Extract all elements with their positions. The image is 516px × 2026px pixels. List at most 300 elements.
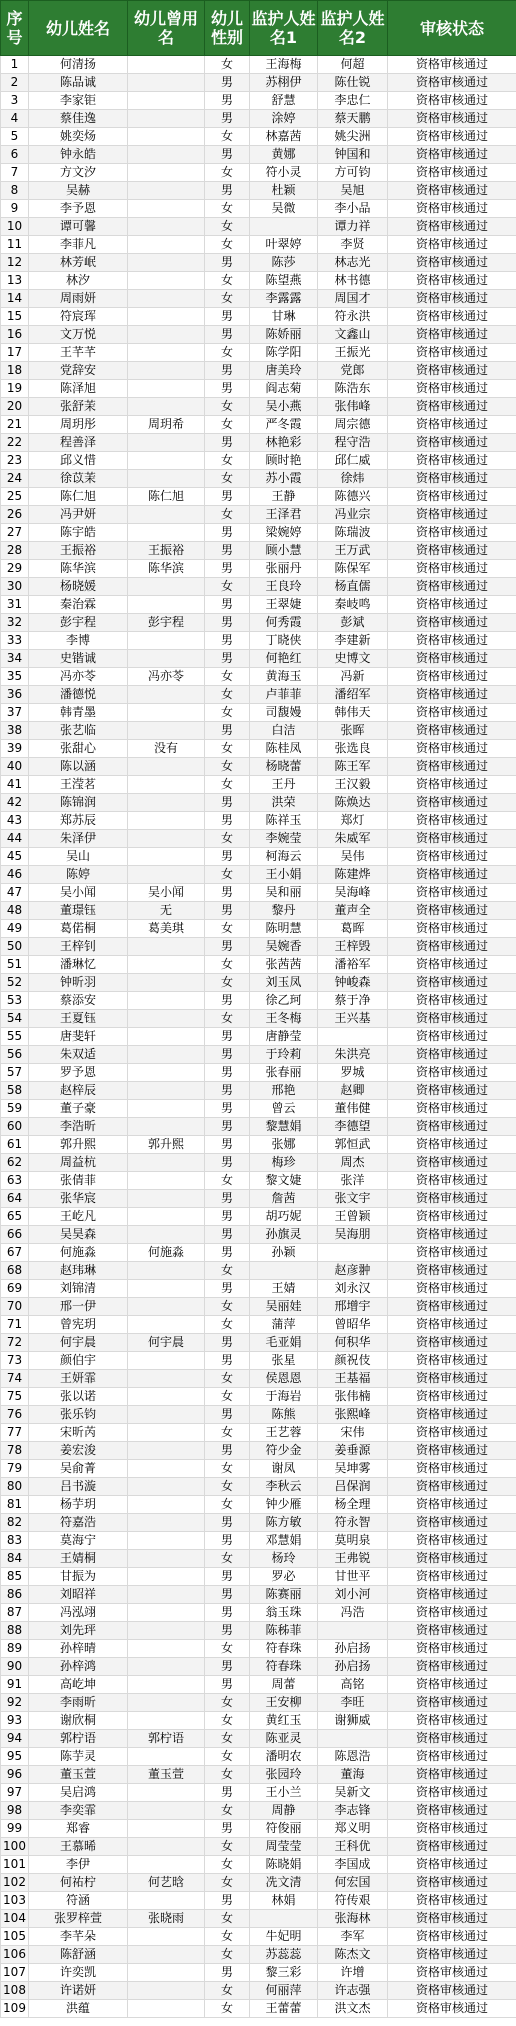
- guardian-1-cell: 符春珠: [250, 1658, 318, 1676]
- former-name-cell: [128, 1280, 205, 1298]
- former-name-cell: [128, 1568, 205, 1586]
- status-cell: 资格审核通过: [388, 272, 516, 290]
- child-name-cell: 张以诺: [29, 1388, 128, 1406]
- guardian-1-cell: 陈方敏: [250, 1514, 318, 1532]
- child-name-cell: 罗予恩: [29, 1064, 128, 1082]
- guardian-2-cell: 吴新文: [318, 1784, 388, 1802]
- gender-cell: 男: [205, 362, 250, 380]
- guardian-2-cell: 曾昭华: [318, 1316, 388, 1334]
- status-cell: 资格审核通过: [388, 1928, 516, 1946]
- table-row: [1, 722, 516, 740]
- former-name-cell: [128, 1100, 205, 1118]
- guardian-1-cell: 陈赛丽: [250, 1586, 318, 1604]
- guardian-1-cell: 吴和丽: [250, 884, 318, 902]
- table-row: [1, 1586, 516, 1604]
- guardian-1-cell: 陈明慧: [250, 920, 318, 938]
- guardian-1-cell: 张星: [250, 1352, 318, 1370]
- child-name-cell: 杨晓媛: [29, 578, 128, 596]
- gender-cell: 女: [205, 1424, 250, 1442]
- guardian-2-cell: 赵彦翀: [318, 1262, 388, 1280]
- table-row: [1, 92, 516, 110]
- child-name-cell: 符涵: [29, 1892, 128, 1910]
- guardian-2-cell: 方可钧: [318, 164, 388, 182]
- gender-cell: 女: [205, 1874, 250, 1892]
- guardian-1-cell: 孙旗灵: [250, 1226, 318, 1244]
- seq-cell: 97: [1, 1784, 29, 1802]
- guardian-1-cell: 杨玲: [250, 1550, 318, 1568]
- status-cell: 资格审核通过: [388, 1964, 516, 1982]
- child-name-cell: 王婧桐: [29, 1550, 128, 1568]
- guardian-2-cell: 王振光: [318, 344, 388, 362]
- guardian-2-cell: 王兴基: [318, 1010, 388, 1028]
- status-cell: 资格审核通过: [388, 236, 516, 254]
- table-row: [1, 1298, 516, 1316]
- table-row: [1, 1334, 516, 1352]
- gender-cell: 男: [205, 1568, 250, 1586]
- status-cell: 资格审核通过: [388, 1280, 516, 1298]
- former-name-cell: [128, 182, 205, 200]
- guardian-2-cell: 秦岐鸣: [318, 596, 388, 614]
- status-cell: 资格审核通过: [388, 524, 516, 542]
- child-name-cell: 钟昕羽: [29, 974, 128, 992]
- gender-cell: 男: [205, 1118, 250, 1136]
- guardian-1-cell: 王良玲: [250, 578, 318, 596]
- guardian-2-cell: 党郎: [318, 362, 388, 380]
- former-name-cell: [128, 1118, 205, 1136]
- guardian-2-cell: 张文宇: [318, 1190, 388, 1208]
- gender-cell: 男: [205, 1604, 250, 1622]
- guardian-1-cell: 丁晓侠: [250, 632, 318, 650]
- child-name-cell: 姚奕炀: [29, 128, 128, 146]
- former-name-cell: [128, 1514, 205, 1532]
- child-name-cell: 董子豪: [29, 1100, 128, 1118]
- table-row: [1, 542, 516, 560]
- status-cell: 资格审核通过: [388, 1406, 516, 1424]
- guardian-2-cell: 谢狮威: [318, 1712, 388, 1730]
- table-row: [1, 866, 516, 884]
- former-name-cell: [128, 1802, 205, 1820]
- child-name-cell: 韩青墨: [29, 704, 128, 722]
- table-row: [1, 650, 516, 668]
- guardian-1-cell: 王小娟: [250, 866, 318, 884]
- guardian-2-cell: 冯新: [318, 668, 388, 686]
- header-former-name: 幼儿曾用名: [128, 1, 205, 56]
- child-name-cell: 符嘉浩: [29, 1514, 128, 1532]
- status-cell: 资格审核通过: [388, 506, 516, 524]
- header-status: 审核状态: [388, 1, 516, 56]
- guardian-1-cell: 胡巧妮: [250, 1208, 318, 1226]
- guardian-1-cell: 苏蕊蕊: [250, 1946, 318, 1964]
- guardian-2-cell: 吴伟: [318, 848, 388, 866]
- seq-cell: 83: [1, 1532, 29, 1550]
- guardian-1-cell: [250, 1910, 318, 1928]
- gender-cell: 女: [205, 1316, 250, 1334]
- guardian-2-cell: 冯业宗: [318, 506, 388, 524]
- guardian-2-cell: 朱威军: [318, 830, 388, 848]
- guardian-1-cell: 符少金: [250, 1442, 318, 1460]
- child-name-cell: 郭升熙: [29, 1136, 128, 1154]
- seq-cell: 68: [1, 1262, 29, 1280]
- status-cell: 资格审核通过: [388, 1658, 516, 1676]
- seq-cell: 15: [1, 308, 29, 326]
- seq-cell: 62: [1, 1154, 29, 1172]
- guardian-1-cell: 陈娇丽: [250, 326, 318, 344]
- child-name-cell: 李家钜: [29, 92, 128, 110]
- child-name-cell: 林汐: [29, 272, 128, 290]
- table-row: [1, 290, 516, 308]
- guardian-1-cell: 唐静莹: [250, 1028, 318, 1046]
- former-name-cell: [128, 1262, 205, 1280]
- status-cell: 资格审核通过: [388, 632, 516, 650]
- former-name-cell: 何艺晗: [128, 1874, 205, 1892]
- gender-cell: 男: [205, 992, 250, 1010]
- guardian-1-cell: 王艺蓉: [250, 1424, 318, 1442]
- table-row: [1, 848, 516, 866]
- guardian-1-cell: 罗必: [250, 1568, 318, 1586]
- status-cell: 资格审核通过: [388, 1622, 516, 1640]
- status-cell: 资格审核通过: [388, 1586, 516, 1604]
- former-name-cell: [128, 1856, 205, 1874]
- guardian-1-cell: 柯海云: [250, 848, 318, 866]
- child-name-cell: 方文汐: [29, 164, 128, 182]
- status-cell: 资格审核通过: [388, 1334, 516, 1352]
- guardian-1-cell: 吴婉香: [250, 938, 318, 956]
- table-row: [1, 452, 516, 470]
- table-row: [1, 1352, 516, 1370]
- child-name-cell: 赵玮琳: [29, 1262, 128, 1280]
- guardian-1-cell: 黎三彩: [250, 1964, 318, 1982]
- guardian-1-cell: 黄娜: [250, 146, 318, 164]
- table-row: [1, 740, 516, 758]
- guardian-2-cell: 李贤: [318, 236, 388, 254]
- former-name-cell: [128, 1172, 205, 1190]
- child-name-cell: 陈品诚: [29, 74, 128, 92]
- former-name-cell: [128, 1964, 205, 1982]
- seq-cell: 93: [1, 1712, 29, 1730]
- table-row: [1, 488, 516, 506]
- guardian-2-cell: 张洋: [318, 1172, 388, 1190]
- seq-cell: 33: [1, 632, 29, 650]
- table-row: [1, 884, 516, 902]
- seq-cell: 60: [1, 1118, 29, 1136]
- status-cell: 资格审核通过: [388, 308, 516, 326]
- guardian-1-cell: 梁婉婷: [250, 524, 318, 542]
- former-name-cell: [128, 272, 205, 290]
- former-name-cell: [128, 578, 205, 596]
- seq-cell: 38: [1, 722, 29, 740]
- guardian-1-cell: 何艳红: [250, 650, 318, 668]
- guardian-2-cell: 张伟楠: [318, 1388, 388, 1406]
- guardian-1-cell: 黄红玉: [250, 1712, 318, 1730]
- gender-cell: 男: [205, 542, 250, 560]
- table-row: [1, 110, 516, 128]
- guardian-1-cell: 符春珠: [250, 1640, 318, 1658]
- table-row: [1, 1226, 516, 1244]
- former-name-cell: [128, 722, 205, 740]
- table-row: [1, 1370, 516, 1388]
- seq-cell: 71: [1, 1316, 29, 1334]
- guardian-1-cell: 符俊丽: [250, 1820, 318, 1838]
- status-cell: 资格审核通过: [388, 956, 516, 974]
- table-row: [1, 1082, 516, 1100]
- guardian-2-cell: 陈建烨: [318, 866, 388, 884]
- guardian-1-cell: 张园玲: [250, 1766, 318, 1784]
- child-name-cell: 李予恩: [29, 200, 128, 218]
- seq-cell: 88: [1, 1622, 29, 1640]
- former-name-cell: [128, 1712, 205, 1730]
- seq-cell: 43: [1, 812, 29, 830]
- former-name-cell: [128, 326, 205, 344]
- former-name-cell: [128, 1658, 205, 1676]
- seq-cell: 81: [1, 1496, 29, 1514]
- guardian-1-cell: 李婉莹: [250, 830, 318, 848]
- status-cell: 资格审核通过: [388, 614, 516, 632]
- gender-cell: 女: [205, 1910, 250, 1928]
- seq-cell: 65: [1, 1208, 29, 1226]
- table-row: [1, 1046, 516, 1064]
- status-cell: 资格审核通过: [388, 1010, 516, 1028]
- guardian-2-cell: 姜垂源: [318, 1442, 388, 1460]
- guardian-2-cell: 许志强: [318, 1982, 388, 2000]
- table-row: [1, 1424, 516, 1442]
- former-name-cell: [128, 1838, 205, 1856]
- table-row: [1, 668, 516, 686]
- seq-cell: 94: [1, 1730, 29, 1748]
- table-row: [1, 902, 516, 920]
- child-name-cell: 刘昭祥: [29, 1586, 128, 1604]
- former-name-cell: [128, 290, 205, 308]
- gender-cell: 女: [205, 1946, 250, 1964]
- former-name-cell: [128, 1892, 205, 1910]
- child-name-cell: 蔡佳逸: [29, 110, 128, 128]
- guardian-2-cell: 高铭: [318, 1676, 388, 1694]
- guardian-2-cell: 陈王军: [318, 758, 388, 776]
- guardian-1-cell: 涂婷: [250, 110, 318, 128]
- guardian-1-cell: 王翠婕: [250, 596, 318, 614]
- former-name-cell: [128, 1694, 205, 1712]
- gender-cell: 女: [205, 200, 250, 218]
- table-row: [1, 1208, 516, 1226]
- seq-cell: 78: [1, 1442, 29, 1460]
- status-cell: 资格审核通过: [388, 884, 516, 902]
- status-cell: 资格审核通过: [388, 668, 516, 686]
- guardian-2-cell: 陈保军: [318, 560, 388, 578]
- guardian-2-cell: 邱仁威: [318, 452, 388, 470]
- former-name-cell: [128, 344, 205, 362]
- guardian-2-cell: 钟国和: [318, 146, 388, 164]
- table-row: [1, 1442, 516, 1460]
- status-cell: 资格审核通过: [388, 1172, 516, 1190]
- child-name-cell: 潘琳忆: [29, 956, 128, 974]
- former-name-cell: 张晓雨: [128, 1910, 205, 1928]
- guardian-2-cell: 刘永汉: [318, 1280, 388, 1298]
- seq-cell: 49: [1, 920, 29, 938]
- former-name-cell: [128, 1352, 205, 1370]
- table-row: [1, 326, 516, 344]
- seq-cell: 46: [1, 866, 29, 884]
- table-row: [1, 794, 516, 812]
- guardian-1-cell: 王丹: [250, 776, 318, 794]
- seq-cell: 14: [1, 290, 29, 308]
- former-name-cell: [128, 308, 205, 326]
- status-cell: 资格审核通过: [388, 56, 516, 74]
- child-name-cell: 李菲凡: [29, 236, 128, 254]
- former-name-cell: 彭宇程: [128, 614, 205, 632]
- gender-cell: 男: [205, 1190, 250, 1208]
- status-cell: 资格审核通过: [388, 1676, 516, 1694]
- status-cell: 资格审核通过: [388, 1694, 516, 1712]
- guardian-1-cell: 陈学阳: [250, 344, 318, 362]
- guardian-2-cell: 徐炜: [318, 470, 388, 488]
- child-name-cell: 杨芋玥: [29, 1496, 128, 1514]
- seq-cell: 22: [1, 434, 29, 452]
- guardian-2-cell: 杨直儒: [318, 578, 388, 596]
- table-row: [1, 128, 516, 146]
- child-name-cell: 王梓钊: [29, 938, 128, 956]
- child-name-cell: 陈宇皓: [29, 524, 128, 542]
- guardian-2-cell: 潘绍军: [318, 686, 388, 704]
- seq-cell: 91: [1, 1676, 29, 1694]
- status-cell: 资格审核通过: [388, 434, 516, 452]
- gender-cell: 女: [205, 1172, 250, 1190]
- seq-cell: 24: [1, 470, 29, 488]
- status-cell: 资格审核通过: [388, 1298, 516, 1316]
- former-name-cell: [128, 1442, 205, 1460]
- gender-cell: 女: [205, 344, 250, 362]
- status-cell: 资格审核通过: [388, 974, 516, 992]
- seq-cell: 61: [1, 1136, 29, 1154]
- table-row: [1, 920, 516, 938]
- guardian-1-cell: 邢艳: [250, 1082, 318, 1100]
- status-cell: 资格审核通过: [388, 1910, 516, 1928]
- gender-cell: 女: [205, 740, 250, 758]
- table-row: [1, 1496, 516, 1514]
- gender-cell: 男: [205, 794, 250, 812]
- table-row: [1, 182, 516, 200]
- former-name-cell: [128, 1316, 205, 1334]
- status-cell: 资格审核通过: [388, 1244, 516, 1262]
- status-cell: 资格审核通过: [388, 848, 516, 866]
- former-name-cell: [128, 146, 205, 164]
- seq-cell: 108: [1, 1982, 29, 2000]
- table-row: [1, 1838, 516, 1856]
- status-cell: 资格审核通过: [388, 1154, 516, 1172]
- seq-cell: 79: [1, 1460, 29, 1478]
- guardian-2-cell: 李国成: [318, 1856, 388, 1874]
- child-name-cell: 朱双适: [29, 1046, 128, 1064]
- gender-cell: 女: [205, 758, 250, 776]
- former-name-cell: [128, 1370, 205, 1388]
- guardian-1-cell: 洪荣: [250, 794, 318, 812]
- guardian-2-cell: 张晖: [318, 722, 388, 740]
- seq-cell: 13: [1, 272, 29, 290]
- guardian-2-cell: 郑义明: [318, 1820, 388, 1838]
- guardian-2-cell: 李军: [318, 1928, 388, 1946]
- status-cell: 资格审核通过: [388, 1136, 516, 1154]
- status-cell: 资格审核通过: [388, 1712, 516, 1730]
- seq-cell: 40: [1, 758, 29, 776]
- child-name-cell: 冯尹妍: [29, 506, 128, 524]
- seq-cell: 104: [1, 1910, 29, 1928]
- guardian-2-cell: 莫明泉: [318, 1532, 388, 1550]
- header-seq: 序号: [1, 1, 29, 56]
- status-cell: 资格审核通过: [388, 1784, 516, 1802]
- status-cell: 资格审核通过: [388, 1262, 516, 1280]
- guardian-2-cell: 陈仕锐: [318, 74, 388, 92]
- child-name-cell: 曾宪玥: [29, 1316, 128, 1334]
- guardian-1-cell: 白洁: [250, 722, 318, 740]
- former-name-cell: [128, 452, 205, 470]
- guardian-1-cell: 王静: [250, 488, 318, 506]
- seq-cell: 99: [1, 1820, 29, 1838]
- child-name-cell: 李浩昕: [29, 1118, 128, 1136]
- seq-cell: 35: [1, 668, 29, 686]
- seq-cell: 8: [1, 182, 29, 200]
- guardian-1-cell: [250, 218, 318, 236]
- guardian-1-cell: 周蕾: [250, 1676, 318, 1694]
- table-row: [1, 1280, 516, 1298]
- guardian-1-cell: 杨晓蕾: [250, 758, 318, 776]
- gender-cell: 女: [205, 704, 250, 722]
- table-row: [1, 1910, 516, 1928]
- former-name-cell: [128, 1046, 205, 1064]
- table-row: [1, 398, 516, 416]
- gender-cell: 女: [205, 506, 250, 524]
- table-row: [1, 416, 516, 434]
- table-row: [1, 1136, 516, 1154]
- former-name-cell: [128, 1928, 205, 1946]
- status-cell: 资格审核通过: [388, 1460, 516, 1478]
- former-name-cell: [128, 1604, 205, 1622]
- guardian-1-cell: 何秀霞: [250, 614, 318, 632]
- guardian-1-cell: 苏小霞: [250, 470, 318, 488]
- guardian-2-cell: 何宏国: [318, 1874, 388, 1892]
- gender-cell: 女: [205, 272, 250, 290]
- guardian-1-cell: 李露露: [250, 290, 318, 308]
- status-cell: 资格审核通过: [388, 1874, 516, 1892]
- guardian-2-cell: 林志光: [318, 254, 388, 272]
- gender-cell: 女: [205, 1694, 250, 1712]
- table-row: [1, 200, 516, 218]
- status-cell: 资格审核通过: [388, 1892, 516, 1910]
- guardian-1-cell: 卢菲菲: [250, 686, 318, 704]
- guardian-1-cell: 吴小燕: [250, 398, 318, 416]
- gender-cell: 男: [205, 650, 250, 668]
- guardian-1-cell: 张茜茜: [250, 956, 318, 974]
- child-name-cell: 林芳岷: [29, 254, 128, 272]
- status-cell: 资格审核通过: [388, 362, 516, 380]
- seq-cell: 32: [1, 614, 29, 632]
- gender-cell: 女: [205, 1010, 250, 1028]
- gender-cell: 男: [205, 1784, 250, 1802]
- status-cell: 资格审核通过: [388, 776, 516, 794]
- table-row: [1, 560, 516, 578]
- child-name-cell: 孙梓晴: [29, 1640, 128, 1658]
- guardian-2-cell: 姚尖洲: [318, 128, 388, 146]
- status-cell: 资格审核通过: [388, 1802, 516, 1820]
- child-name-cell: 莫海宁: [29, 1532, 128, 1550]
- guardian-2-cell: 彭斌: [318, 614, 388, 632]
- gender-cell: 女: [205, 1928, 250, 1946]
- guardian-2-cell: 李小品: [318, 200, 388, 218]
- status-cell: 资格审核通过: [388, 1190, 516, 1208]
- guardian-2-cell: 李志锋: [318, 1802, 388, 1820]
- child-name-cell: 赵梓辰: [29, 1082, 128, 1100]
- former-name-cell: 郭升熙: [128, 1136, 205, 1154]
- status-cell: 资格审核通过: [388, 218, 516, 236]
- child-name-cell: 谭可馨: [29, 218, 128, 236]
- status-cell: 资格审核通过: [388, 1370, 516, 1388]
